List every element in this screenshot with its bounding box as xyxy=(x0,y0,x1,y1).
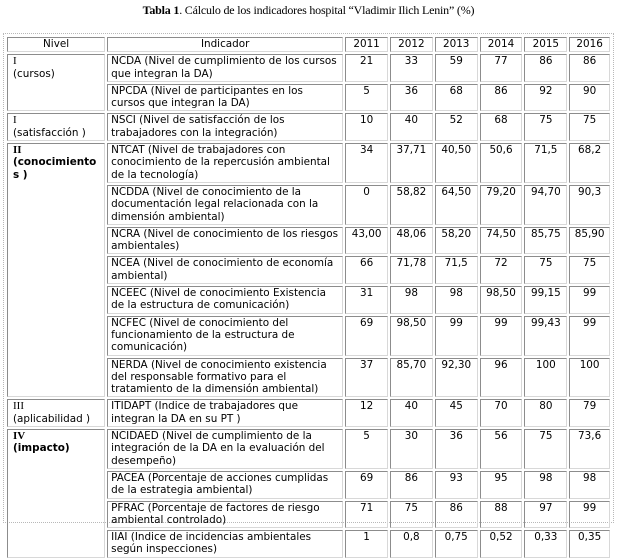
nivel-cell xyxy=(7,143,105,397)
indicators-table xyxy=(5,35,612,560)
value-cell-2016: 99 xyxy=(569,501,610,529)
header-year: 2013 xyxy=(435,37,478,52)
value-cell-2014: 0,52 xyxy=(480,530,523,558)
value-cell-2016: 90 xyxy=(569,84,610,112)
indicator-cell: NTCAT (Nivel de trabajadores con conocimiento de la repercusión ambiental de la tecnología) xyxy=(107,143,343,183)
header-year: 2011 xyxy=(345,37,388,52)
nivel-cell xyxy=(7,399,105,427)
value-cell-2015: 86 xyxy=(524,54,567,82)
value-cell-2015: 71,5 xyxy=(524,143,567,183)
value-cell-2011: 21 xyxy=(345,54,388,82)
header-year: 2014 xyxy=(480,37,523,52)
nivel-roman-numeral: I xyxy=(13,55,17,68)
value-cell-2011: 31 xyxy=(345,286,388,314)
value-cell-2015: 99,15 xyxy=(524,286,567,314)
value-cell-2013: 45 xyxy=(435,399,478,427)
value-cell-2012: 98,50 xyxy=(390,316,433,356)
value-cell-2012: 30 xyxy=(390,429,433,469)
value-cell-2015: 99,43 xyxy=(524,316,567,356)
value-cell-2013: 40,50 xyxy=(435,143,478,183)
table-row xyxy=(7,54,610,82)
value-cell-2011: 37 xyxy=(345,358,388,398)
value-cell-2016: 75 xyxy=(569,113,610,141)
value-cell-2015: 85,75 xyxy=(524,227,567,255)
value-cell-2014: 86 xyxy=(480,84,523,112)
value-cell-2012: 40 xyxy=(390,113,433,141)
value-cell-2012: 75 xyxy=(390,501,433,529)
value-cell-2013: 59 xyxy=(435,54,478,82)
indicator-cell: NPCDA (Nivel de participantes en los cursos que integran la DA) xyxy=(107,84,343,112)
indicator-cell: NCEA (Nivel de conocimiento de economía ambiental) xyxy=(107,256,343,284)
value-cell-2012: 58,82 xyxy=(390,185,433,225)
indicator-cell: NCIDAED (Nivel de cumplimiento de la integración de la DA en la evaluación del desempeño) xyxy=(107,429,343,469)
nivel-roman-numeral: IV xyxy=(13,430,26,443)
value-cell-2016: 99 xyxy=(569,286,610,314)
indicator-cell: NSCI (Nivel de satisfacción de los trabajadores con la integración) xyxy=(107,113,343,141)
indicator-cell: IIAI (Indice de incidencias ambientales según inspecciones) xyxy=(107,530,343,558)
value-cell-2011: 34 xyxy=(345,143,388,183)
nivel-cell xyxy=(7,429,105,558)
value-cell-2016: 68,2 xyxy=(569,143,610,183)
indicator-cell: PACEA (Porcentaje de acciones cumplidas de la estrategia ambiental) xyxy=(107,471,343,499)
value-cell-2011: 5 xyxy=(345,84,388,112)
value-cell-2015: 97 xyxy=(524,501,567,529)
value-cell-2016: 73,6 xyxy=(569,429,610,469)
value-cell-2012: 85,70 xyxy=(390,358,433,398)
value-cell-2014: 88 xyxy=(480,501,523,529)
table-row xyxy=(7,143,610,183)
table-row xyxy=(7,429,610,469)
value-cell-2011: 69 xyxy=(345,316,388,356)
value-cell-2015: 94,70 xyxy=(524,185,567,225)
value-cell-2015: 75 xyxy=(524,429,567,469)
nivel-cell xyxy=(7,113,105,141)
value-cell-2011: 0 xyxy=(345,185,388,225)
table-caption-text: . Cálculo de los indicadores hospital “Vladimir Ilich Lenin” (%) xyxy=(179,3,475,17)
value-cell-2013: 98 xyxy=(435,286,478,314)
value-cell-2014: 95 xyxy=(480,471,523,499)
value-cell-2012: 71,78 xyxy=(390,256,433,284)
value-cell-2014: 96 xyxy=(480,358,523,398)
indicator-cell: PFRAC (Porcentaje de factores de riesgo ambiental controlado) xyxy=(107,501,343,529)
value-cell-2015: 100 xyxy=(524,358,567,398)
header-nivel: Nivel xyxy=(7,37,105,52)
value-cell-2011: 43,00 xyxy=(345,227,388,255)
value-cell-2013: 58,20 xyxy=(435,227,478,255)
value-cell-2011: 66 xyxy=(345,256,388,284)
value-cell-2014: 77 xyxy=(480,54,523,82)
value-cell-2013: 52 xyxy=(435,113,478,141)
value-cell-2016: 100 xyxy=(569,358,610,398)
indicator-cell: NCRA (Nivel de conocimiento de los riesgos ambientales) xyxy=(107,227,343,255)
value-cell-2016: 86 xyxy=(569,54,610,82)
value-cell-2015: 75 xyxy=(524,113,567,141)
value-cell-2013: 86 xyxy=(435,501,478,529)
value-cell-2014: 98,50 xyxy=(480,286,523,314)
value-cell-2011: 69 xyxy=(345,471,388,499)
nivel-name: (conocimientos ) xyxy=(13,156,97,181)
value-cell-2014: 70 xyxy=(480,399,523,427)
header-row xyxy=(7,37,610,52)
nivel-roman-numeral: I xyxy=(13,114,17,127)
indicator-cell: NERDA (Nivel de conocimiento existencia del responsable formativo para el tratamiento de la dimensión ambiental) xyxy=(107,358,343,398)
header-year: 2012 xyxy=(390,37,433,52)
value-cell-2012: 98 xyxy=(390,286,433,314)
nivel-name: (impacto) xyxy=(13,442,70,455)
header-year: 2016 xyxy=(569,37,610,52)
value-cell-2012: 40 xyxy=(390,399,433,427)
nivel-roman-numeral: II xyxy=(13,144,22,157)
value-cell-2016: 79 xyxy=(569,399,610,427)
nivel-cell xyxy=(7,54,105,111)
header-indicador: Indicador xyxy=(107,37,343,52)
indicator-cell: NCDDA (Nivel de conocimiento de la documentación legal relacionada con la dimensión ambiental) xyxy=(107,185,343,225)
value-cell-2014: 74,50 xyxy=(480,227,523,255)
value-cell-2015: 75 xyxy=(524,256,567,284)
value-cell-2016: 99 xyxy=(569,316,610,356)
value-cell-2013: 68 xyxy=(435,84,478,112)
value-cell-2014: 72 xyxy=(480,256,523,284)
table-row xyxy=(7,113,610,141)
value-cell-2013: 36 xyxy=(435,429,478,469)
indicator-cell: NCEEC (Nivel de conocimiento Existencia de la estructura de comunicación) xyxy=(107,286,343,314)
header-year: 2015 xyxy=(524,37,567,52)
table-caption xyxy=(0,3,617,18)
nivel-name: (satisfacción ) xyxy=(13,126,86,139)
value-cell-2013: 99 xyxy=(435,316,478,356)
indicator-cell: NCDA (Nivel de cumplimiento de los cursos que integran la DA) xyxy=(107,54,343,82)
value-cell-2016: 75 xyxy=(569,256,610,284)
value-cell-2011: 5 xyxy=(345,429,388,469)
value-cell-2011: 10 xyxy=(345,113,388,141)
table-row xyxy=(7,399,610,427)
value-cell-2013: 0,75 xyxy=(435,530,478,558)
table-frame xyxy=(3,33,614,556)
value-cell-2014: 79,20 xyxy=(480,185,523,225)
value-cell-2012: 0,8 xyxy=(390,530,433,558)
value-cell-2012: 37,71 xyxy=(390,143,433,183)
value-cell-2013: 64,50 xyxy=(435,185,478,225)
value-cell-2011: 1 xyxy=(345,530,388,558)
value-cell-2014: 68 xyxy=(480,113,523,141)
value-cell-2012: 36 xyxy=(390,84,433,112)
value-cell-2016: 98 xyxy=(569,471,610,499)
value-cell-2011: 12 xyxy=(345,399,388,427)
table-caption-label: Tabla 1 xyxy=(142,3,180,17)
value-cell-2012: 33 xyxy=(390,54,433,82)
value-cell-2013: 71,5 xyxy=(435,256,478,284)
value-cell-2015: 80 xyxy=(524,399,567,427)
value-cell-2012: 48,06 xyxy=(390,227,433,255)
value-cell-2014: 99 xyxy=(480,316,523,356)
table-body xyxy=(7,54,610,557)
nivel-name: (aplicabilidad ) xyxy=(13,412,91,425)
value-cell-2014: 56 xyxy=(480,429,523,469)
value-cell-2014: 50,6 xyxy=(480,143,523,183)
value-cell-2015: 98 xyxy=(524,471,567,499)
value-cell-2015: 0,33 xyxy=(524,530,567,558)
nivel-roman-numeral: III xyxy=(13,400,24,413)
value-cell-2013: 92,30 xyxy=(435,358,478,398)
value-cell-2013: 93 xyxy=(435,471,478,499)
value-cell-2011: 71 xyxy=(345,501,388,529)
indicator-cell: NCFEC (Nivel de conocimiento del funcionamiento de la estructura de comunicación) xyxy=(107,316,343,356)
value-cell-2016: 90,3 xyxy=(569,185,610,225)
value-cell-2012: 86 xyxy=(390,471,433,499)
value-cell-2015: 92 xyxy=(524,84,567,112)
value-cell-2016: 85,90 xyxy=(569,227,610,255)
indicator-cell: ITIDAPT (Indice de trabajadores que integran la DA en su PT ) xyxy=(107,399,343,427)
value-cell-2016: 0,35 xyxy=(569,530,610,558)
nivel-name: (cursos) xyxy=(13,67,55,80)
